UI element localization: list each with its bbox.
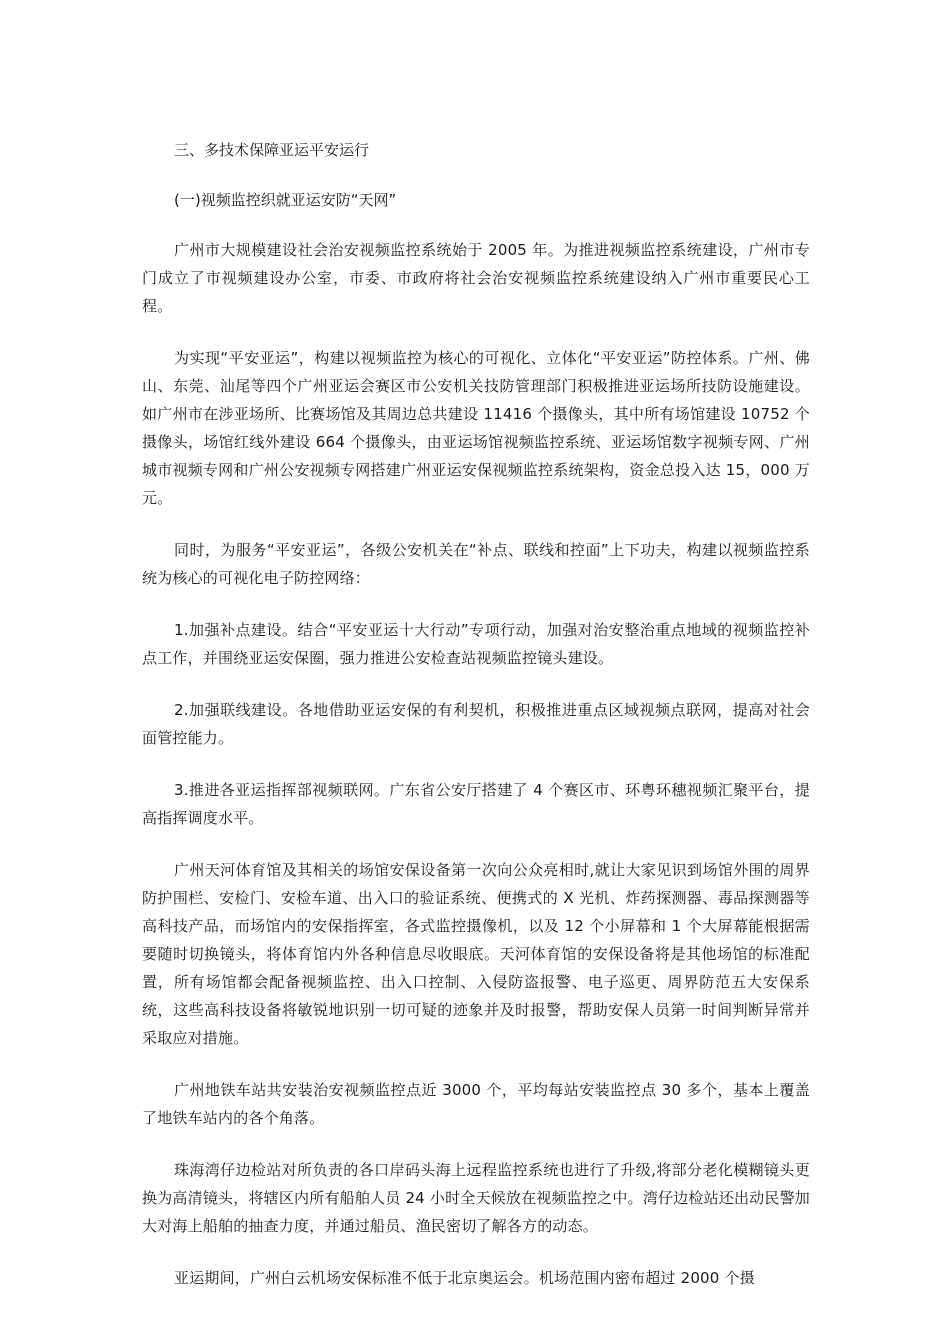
- paragraph: 广州地铁车站共安装治安视频监控点近 3000 个，平均每站安装监控点 30 多个，基本上覆盖了地铁车站内的各个角落。: [142, 1081, 810, 1127]
- subsection-heading: (一)视频监控织就亚运安防“天网”: [174, 191, 397, 209]
- paragraph: 为实现“平安亚运”，构建以视频监控为核心的可视化、立体化“平安亚运”防控体系。广州、佛山、东莞、汕尾等四个广州亚运会赛区市公安机关技防管理部门积极推进亚运场所技防设施建设。如广州市在涉亚场所、比赛场馆及其周边总共建设 11416 个摄像头，其中所有场馆建设 10752 个摄像头，场馆红线外建设 664 个摄像头，由亚运场馆视频监控系统、亚运场馆数字视频专网、广州城市视频专网和广州公安视频专网搭建广州亚运安保视频监控系统架构，资金总投入达 15，000 万元。: [142, 349, 810, 507]
- paragraph: 同时，为服务“平安亚运”，各级公安机关在“补点、联线和控面”上下功夫，构建以视频监控系统为核心的可视化电子防控网络：: [142, 541, 810, 587]
- paragraph: 广州市大规模建设社会治安视频监控系统始于 2005 年。为推进视频监控系统建设，广州市专门成立了市视频建设办公室，市委、市政府将社会治安视频监控系统建设纳入广州市重要民心工程。: [142, 241, 810, 315]
- paragraph: 亚运期间，广州白云机场安保标准不低于北京奥运会。机场范围内密布超过 2000 个摄: [174, 1269, 755, 1287]
- list-item-paragraph: 3.推进各亚运指挥部视频联网。广东省公安厅搭建了 4 个赛区市、环粤环穗视频汇聚平台，提高指挥调度水平。: [142, 781, 810, 827]
- paragraph: 广州天河体育馆及其相关的场馆安保设备第一次向公众亮相时,就让大家见识到场馆外围的周界防护围栏、安检门、安检车道、出入口的验证系统、便携式的 X 光机、炸药探测器、毒品探测器等高科技产品，而场馆内的安保指挥室，各式监控摄像机，以及 12 个小屏幕和 1 个大屏幕能根据需要随时切换镜头，将体育馆内外各种信息尽收眼底。天河体育馆的安保设备将是其他场馆的标准配置，所有场馆都会配备视频监控、出入口控制、入侵防盗报警、电子巡更、周界防范五大安保系统，这些高科技设备将敏锐地识别一切可疑的迹象并及时报警，帮助安保人员第一时间判断异常并采取应对措施。: [142, 861, 810, 1047]
- paragraph: 珠海湾仔边检站对所负责的各口岸码头海上远程监控系统也进行了升级,将部分老化模糊镜头更换为高清镜头，将辖区内所有船舶人员 24 小时全天候放在视频监控之中。湾仔边检站还出动民警加大对海上船舶的抽查力度，并通过船员、渔民密切了解各方的动态。: [142, 1161, 810, 1235]
- list-item-paragraph: 1.加强补点建设。结合“平安亚运十大行动”专项行动，加强对治安整治重点地域的视频监控补点工作，并围绕亚运安保圈，强力推进公安检查站视频监控镜头建设。: [142, 621, 810, 667]
- document-body: [142, 136, 810, 1292]
- section-heading: 三、多技术保障亚运平安运行: [174, 141, 370, 159]
- list-item-paragraph: 2.加强联线建设。各地借助亚运安保的有利契机，积极推进重点区域视频点联网，提高对社会面管控能力。: [142, 701, 810, 747]
